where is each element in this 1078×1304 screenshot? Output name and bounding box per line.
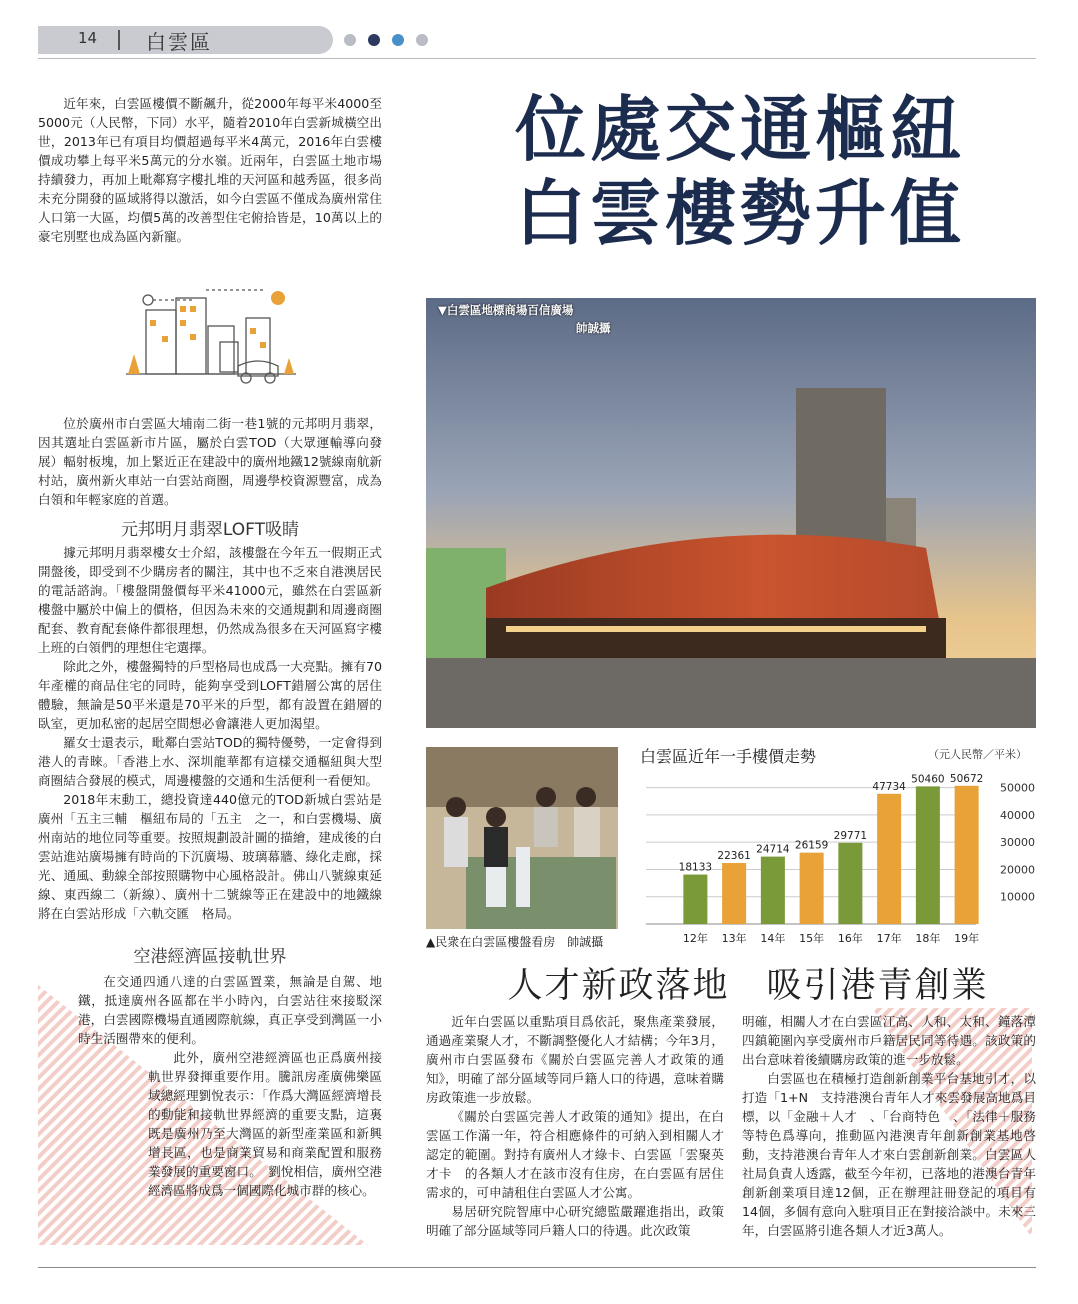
- chart-unit: （元人民幣／平米）: [928, 748, 1027, 761]
- chart-y-tick: 50000: [1000, 781, 1035, 795]
- main-photo-caption: ▼白雲區地標商場百信廣場: [438, 303, 574, 317]
- loft-intro-text: [38, 414, 382, 509]
- loft-paragraph: 除此之外，樓盤獨特的戶型格局也成爲一大亮點。擁有70年產權的商品住宅的同時，能夠享受到LOFT錯層公寓的居住體驗，無論是50平米還是70平米的戶型，都有設置在錯層的臥室，更加私密的起居空間想必會讓港人更加渴望。: [38, 659, 382, 731]
- loft-body: [38, 543, 382, 923]
- airport-paragraph: 在交通四通八達的白雲區置業，無論是自駕、地鐵，抵達廣州各區都在半小時內，白雲站往來接駁深港，白雲國際機場直通國際航線，真正享受到灣區一小時生活圈帶來的便利。: [78, 974, 382, 1046]
- main-photo-mall: [426, 298, 1036, 728]
- chart-title: 白雲區近年一手樓價走勢: [640, 747, 817, 766]
- chart-x-tick: 16年: [837, 932, 863, 945]
- chart-data-label: 29771: [833, 829, 868, 842]
- section-name: 白雲區: [146, 30, 212, 54]
- headline: [515, 88, 1045, 256]
- chart-bar: [683, 875, 707, 924]
- loft-intro-paragraph: 位於廣州市白雲區大埔南二街一巷1號的元邦明月翡翠，因其選址白雲區新市片區，屬於白雲TOD（大眾運輸導向發展）輻射板塊，加上緊近正在建設中的廣州地鐵12號線南航新村站，廣州新火車站一白雲站商圈，周邊學校資源豐富，成為白領和年輕家庭的首選。: [38, 416, 382, 507]
- chart-x-tick: 17年: [876, 932, 902, 945]
- intro-paragraph: 近年來，白雲區樓價不斷飆升，從2000年每平米4000至5000元（人民幣，下同）水平，隨着2010年白雲新城橫空出世，2013年已有項目均價超過每平米4萬元，2016年白雲樓價成功攀上每平米5萬元的分水嶺。近兩年，白雲區土地市場持續發力，再加上毗鄰寫字樓扎堆的天河區和越秀區，很多尚未充分開發的區域將得以激活，如今白雲區不僅成為廣州常住人口第一大區，均價5萬的改善型住宅俯拾皆是，10萬以上的豪宅別墅也成為區內新寵。: [38, 96, 382, 244]
- chart-x-tick: 15年: [799, 932, 825, 945]
- talent-paragraph: 易居研究院智庫中心研究總監嚴躍進指出，政策明確了部分區域等同戶籍人口的待遇。此次政策: [426, 1204, 724, 1238]
- chart-bar: [800, 853, 824, 924]
- chart-bar: [916, 786, 940, 924]
- airport-body: [38, 972, 382, 1200]
- chart-data-label: 50460: [911, 773, 945, 786]
- chart-bar: [877, 794, 901, 924]
- top-rule: [38, 58, 1036, 59]
- loft-paragraph: 2018年末動工，總投資達440億元的TOD新城白雲站是廣州「五主三輔 樞紐布局的「五主 之一，和白雲機場、廣州南站的地位同等重要。按照規劃設計圖的描繪，建成後的白雲站進站廣場擁有時尚的下沉廣場、玻璃幕牆、綠化走廊，採光、通風、動線全部按照購物中心風格設計。佛山八號線東延線、東西線二（新線）、廣州十二號線等正在建設中的地鐵線將在白雲站形成「六軌交匯 格局。: [38, 792, 382, 921]
- talent-paragraph: 近年白雲區以重點項目爲依託，聚焦產業發展，通過產業聚人才，不斷調整優化人才結構；今年3月，廣州市白雲區發布《關於白雲區完善人才政策的通知》，明確了部分區域等同戶籍人口的待遇，意味着購房政策進一步放鬆。: [426, 1014, 724, 1105]
- chart-bar: [838, 843, 862, 924]
- headline-line-1: 位處交通樞紐: [515, 88, 966, 171]
- loft-paragraph: 據元邦明月翡翠樓女士介紹，該樓盤在今年五一假期正式開盤後，即受到不少購房者的關注，其中也不乏來自港澳居民的電話諮詢。「樓盤開盤價每平米41000元，雖然在白雲區新樓盤中屬於中偏上的價格，但因為未來的交通規劃和周邊商圈配套、教育配套條件都很理想，仍然成為很多在天河區寫字樓上班的白領們的理想住宅選擇。: [38, 545, 382, 655]
- header-divider: [118, 30, 120, 50]
- chart-data-label: 22361: [717, 850, 751, 863]
- chart-bar: [761, 857, 785, 924]
- chart-y-tick: 20000: [1000, 863, 1035, 877]
- photo-viewing-model: [426, 747, 618, 929]
- loft-paragraph: 羅女士還表示，毗鄰白雲站TOD的獨特優勢，一定會得到港人的青睞。「香港上水、深圳龍華都有這樣交通樞紐與大型商圈結合發展的模式，周邊樓盤的交通和生活便利一看便知。: [38, 735, 382, 788]
- airport-paragraph: 此外，廣州空港經濟區也正爲廣州接軌世界發揮重要作用。騰訊房產廣佛樂區域總經理劉悅表示：「作爲大灣區經濟增長的動能和接軌世界經濟的重要支點，這裏既是廣州乃至大灣區的新型產業區和新興增長區，也是商業貿易和商業配置和服務業發展的重要窗口。 劉悅相信，廣州空港經濟區將成爲一個國際化城市群的核心。: [148, 1050, 382, 1198]
- chart-data-label: 18133: [678, 861, 713, 874]
- chart-data-label: 24714: [756, 843, 790, 856]
- chart-data-label: 50672: [949, 772, 984, 785]
- chart-data-label: 47734: [872, 780, 906, 793]
- chart-bar: [955, 786, 979, 924]
- chart-y-tick: 30000: [1000, 836, 1035, 850]
- page-number: 14: [78, 29, 98, 47]
- price-trend-chart: [624, 742, 1044, 952]
- headline-line-2: 白雲樓勢升值: [515, 172, 966, 255]
- header-dot-2: [368, 34, 380, 46]
- chart-x-tick: 19年: [954, 932, 980, 945]
- city-illustration: [118, 280, 298, 388]
- talent-paragraph: 明確，相關人才在白雲區江高、人和、太和、鐘落潭四鎮範圍內享受廣州市戶籍居民同等待遇。該政策的出台意味着後續購房政策的進一步放鬆。: [742, 1014, 1036, 1067]
- small-photo-caption: ▲民衆在白雲區樓盤看房 帥誠攝: [426, 935, 604, 949]
- header-dot-1: [344, 34, 356, 46]
- main-photo-credit: 帥誠攝: [576, 321, 611, 335]
- header-dot-4: [416, 34, 428, 46]
- chart-x-tick: 18年: [915, 932, 941, 945]
- chart-y-tick: 40000: [1000, 808, 1035, 822]
- header-dot-3: [392, 34, 404, 46]
- chart-bar: [722, 863, 746, 924]
- loft-subhead: 元邦明月翡翠LOFT吸睛: [120, 520, 300, 540]
- chart-x-tick: 14年: [760, 932, 786, 945]
- chart-data-label: 26159: [794, 839, 829, 852]
- bottom-rule: [38, 1267, 1036, 1268]
- chart-x-tick: 12年: [682, 932, 708, 945]
- talent-col-1: [426, 1012, 724, 1240]
- chart-y-tick: 10000: [1000, 890, 1035, 904]
- chart-x-tick: 13年: [721, 932, 747, 945]
- airport-subhead: 空港經濟區接軌世界: [133, 947, 287, 967]
- talent-headline: 人才新政落地 吸引港青創業: [507, 966, 989, 1006]
- talent-paragraph: 《關於白雲區完善人才政策的通知》提出，在白雲區工作滿一年，符合相應條件的可納入到相關人才認定的範圍。對持有廣州人才綠卡、白雲區「雲聚英才卡 的各類人才在該市沒有住房，在白雲區有居住需求的，可申請租住白雲區人才公寓。: [426, 1109, 724, 1200]
- intro-text: [38, 94, 382, 246]
- talent-col-2: [742, 1012, 1049, 1240]
- talent-paragraph: 白雲區也在積極打造創新創業平台基地引才，以打造「1+N 支持港澳台青年人才來雲發展高地爲目標，以「金融＋人才 、「台商特色 、「法律＋服務 等特色爲導向，推動區內港澳青年創新創業基地啓動，支持港澳台青年人才來白雲創新創業。白雲區人社局負責人透露，截至今年初，已落地的港澳台青年創新創業項目達12個，正在辦理註冊登記的項目有14個，多個有意向入駐項目正在對接洽談中。未來三年，白雲區將引進各類人才近3萬人。: [742, 1071, 1049, 1238]
